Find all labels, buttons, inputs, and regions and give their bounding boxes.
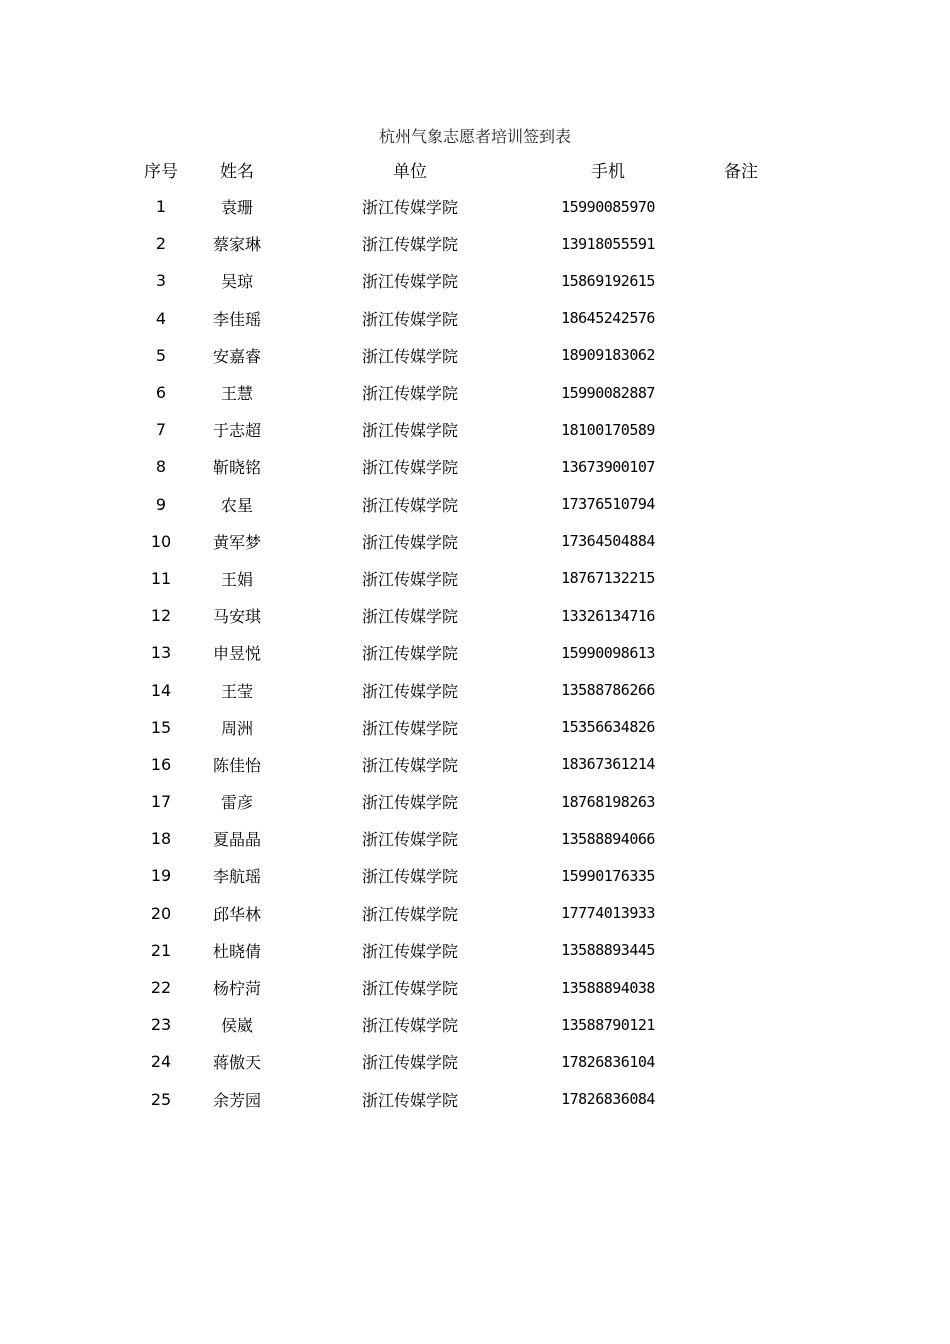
table-body (0, 188, 950, 1118)
cell-remark (691, 932, 791, 969)
cell-phone: 18367361214 (561, 755, 655, 774)
table-row (0, 523, 950, 560)
cell-no: 12 (150, 606, 172, 626)
cell-unit: 浙江传媒学院 (361, 495, 458, 515)
cell-name: 王慧 (220, 384, 253, 404)
column-header-unit: 单位 (393, 161, 427, 182)
page-title: 杭州气象志愿者培训签到表 (378, 127, 571, 146)
table-row (0, 262, 950, 299)
cell-name: 杨柠菏 (212, 979, 261, 999)
cell-unit: 浙江传媒学院 (361, 272, 458, 292)
cell-remark (691, 486, 791, 523)
cell-no: 8 (155, 457, 167, 477)
cell-remark (691, 560, 791, 597)
table-row (0, 671, 950, 708)
cell-name: 马安琪 (212, 607, 261, 627)
cell-phone: 13588894038 (561, 978, 655, 997)
cell-no: 11 (150, 568, 172, 588)
cell-no: 2 (155, 234, 167, 254)
cell-name: 靳晓铭 (212, 458, 261, 478)
cell-unit: 浙江传媒学院 (361, 421, 458, 441)
cell-phone: 13588786266 (561, 681, 655, 700)
table-row (0, 374, 950, 411)
cell-phone: 13588893445 (561, 941, 655, 960)
cell-no: 21 (150, 940, 172, 960)
cell-remark (691, 895, 791, 932)
cell-remark (691, 857, 791, 894)
cell-name: 农星 (220, 495, 253, 515)
table-row (0, 783, 950, 820)
table-row (0, 597, 950, 634)
cell-no: 19 (150, 866, 172, 886)
table-row (0, 411, 950, 448)
cell-phone: 17376510794 (561, 495, 655, 514)
cell-no: 10 (150, 531, 172, 551)
table-row (0, 300, 950, 337)
cell-name: 余芳园 (212, 1090, 261, 1110)
cell-no: 7 (155, 420, 167, 440)
cell-name: 袁珊 (220, 198, 253, 218)
column-header-phone: 手机 (591, 161, 625, 182)
cell-no: 5 (155, 345, 167, 365)
cell-name: 杜晓倩 (212, 941, 261, 961)
cell-unit: 浙江传媒学院 (361, 1016, 458, 1036)
cell-unit: 浙江传媒学院 (361, 718, 458, 738)
cell-unit: 浙江传媒学院 (361, 198, 458, 218)
cell-remark (691, 1006, 791, 1043)
cell-name: 于志超 (212, 421, 261, 441)
cell-remark (691, 337, 791, 374)
cell-no: 20 (150, 903, 172, 923)
cell-remark (691, 1043, 791, 1080)
cell-remark (691, 411, 791, 448)
cell-name: 侯崴 (220, 1016, 253, 1036)
cell-no: 23 (150, 1015, 172, 1035)
table-row (0, 1006, 950, 1043)
cell-unit: 浙江传媒学院 (361, 235, 458, 255)
cell-unit: 浙江传媒学院 (361, 830, 458, 850)
cell-unit: 浙江传媒学院 (361, 1053, 458, 1073)
table-row (0, 857, 950, 894)
cell-remark (691, 188, 791, 225)
cell-remark (691, 448, 791, 485)
cell-unit: 浙江传媒学院 (361, 681, 458, 701)
cell-remark (691, 300, 791, 337)
cell-phone: 13588894066 (561, 829, 655, 848)
table-row (0, 448, 950, 485)
cell-no: 18 (150, 829, 172, 849)
cell-phone: 13588790121 (561, 1015, 655, 1034)
cell-no: 17 (150, 792, 172, 812)
table-row (0, 969, 950, 1006)
cell-phone: 13918055591 (561, 234, 655, 253)
cell-name: 吴琼 (220, 272, 253, 292)
cell-unit: 浙江传媒学院 (361, 532, 458, 552)
table-row (0, 895, 950, 932)
cell-remark (691, 746, 791, 783)
cell-phone: 17826836084 (561, 1090, 655, 1109)
cell-phone: 18767132215 (561, 569, 655, 588)
cell-unit: 浙江传媒学院 (361, 979, 458, 999)
cell-name: 申昱悦 (212, 644, 261, 664)
sign-in-table (0, 150, 950, 1118)
cell-name: 邱华林 (212, 904, 261, 924)
cell-remark (691, 783, 791, 820)
cell-remark (691, 262, 791, 299)
cell-remark (691, 1081, 791, 1118)
cell-unit: 浙江传媒学院 (361, 458, 458, 478)
cell-no: 14 (150, 680, 172, 700)
cell-phone: 18645242576 (561, 309, 655, 328)
cell-unit: 浙江传媒学院 (361, 793, 458, 813)
cell-unit: 浙江传媒学院 (361, 569, 458, 589)
cell-phone: 17826836104 (561, 1052, 655, 1071)
cell-remark (691, 671, 791, 708)
cell-no: 24 (150, 1052, 172, 1072)
cell-phone: 15990098613 (561, 643, 655, 662)
table-row (0, 1043, 950, 1080)
cell-name: 安嘉睿 (212, 346, 261, 366)
table-row (0, 225, 950, 262)
table-row (0, 709, 950, 746)
cell-phone: 15869192615 (561, 271, 655, 290)
cell-name: 王娟 (220, 569, 253, 589)
cell-no: 6 (155, 383, 167, 403)
cell-unit: 浙江传媒学院 (361, 904, 458, 924)
cell-name: 黄军梦 (212, 532, 261, 552)
table-row (0, 560, 950, 597)
cell-name: 李佳瑶 (212, 309, 261, 329)
cell-phone: 15990082887 (561, 383, 655, 402)
cell-unit: 浙江传媒学院 (361, 941, 458, 961)
table-row (0, 746, 950, 783)
cell-phone: 15990085970 (561, 197, 655, 216)
cell-remark (691, 225, 791, 262)
cell-remark (691, 597, 791, 634)
cell-phone: 18100170589 (561, 420, 655, 439)
cell-phone: 18768198263 (561, 792, 655, 811)
cell-name: 陈佳怡 (212, 755, 261, 775)
table-header-row (0, 150, 950, 188)
cell-no: 3 (155, 271, 167, 291)
cell-phone: 17364504884 (561, 532, 655, 551)
cell-unit: 浙江传媒学院 (361, 309, 458, 329)
cell-phone: 15990176335 (561, 866, 655, 885)
cell-phone: 13673900107 (561, 457, 655, 476)
cell-unit: 浙江传媒学院 (361, 346, 458, 366)
cell-name: 李航瑶 (212, 867, 261, 887)
cell-remark (691, 374, 791, 411)
cell-phone: 13326134716 (561, 606, 655, 625)
table-row (0, 932, 950, 969)
table-row (0, 486, 950, 523)
cell-remark (691, 969, 791, 1006)
column-header-no: 序号 (144, 161, 178, 182)
cell-name: 蔡家琳 (212, 235, 261, 255)
table-row (0, 1081, 950, 1118)
column-header-remark: 备注 (724, 161, 758, 182)
cell-remark (691, 820, 791, 857)
cell-name: 雷彦 (220, 793, 253, 813)
cell-remark (691, 634, 791, 671)
cell-unit: 浙江传媒学院 (361, 867, 458, 887)
cell-name: 周洲 (220, 718, 253, 738)
cell-remark (691, 709, 791, 746)
cell-no: 25 (150, 1089, 172, 1109)
cell-unit: 浙江传媒学院 (361, 755, 458, 775)
cell-phone: 18909183062 (561, 346, 655, 365)
cell-no: 4 (155, 308, 167, 328)
cell-unit: 浙江传媒学院 (361, 384, 458, 404)
cell-remark (691, 523, 791, 560)
cell-unit: 浙江传媒学院 (361, 607, 458, 627)
table-row (0, 634, 950, 671)
cell-name: 夏晶晶 (212, 830, 261, 850)
table-row (0, 337, 950, 374)
cell-no: 22 (150, 978, 172, 998)
cell-name: 王莹 (220, 681, 253, 701)
cell-no: 9 (155, 494, 167, 514)
cell-phone: 17774013933 (561, 904, 655, 923)
cell-name: 蒋傲天 (212, 1053, 261, 1073)
column-header-name: 姓名 (220, 161, 254, 182)
table-row (0, 188, 950, 225)
cell-phone: 15356634826 (561, 718, 655, 737)
table-row (0, 820, 950, 857)
cell-no: 15 (150, 717, 172, 737)
cell-no: 13 (150, 643, 172, 663)
cell-unit: 浙江传媒学院 (361, 1090, 458, 1110)
cell-no: 1 (155, 197, 167, 217)
cell-unit: 浙江传媒学院 (361, 644, 458, 664)
cell-no: 16 (150, 754, 172, 774)
